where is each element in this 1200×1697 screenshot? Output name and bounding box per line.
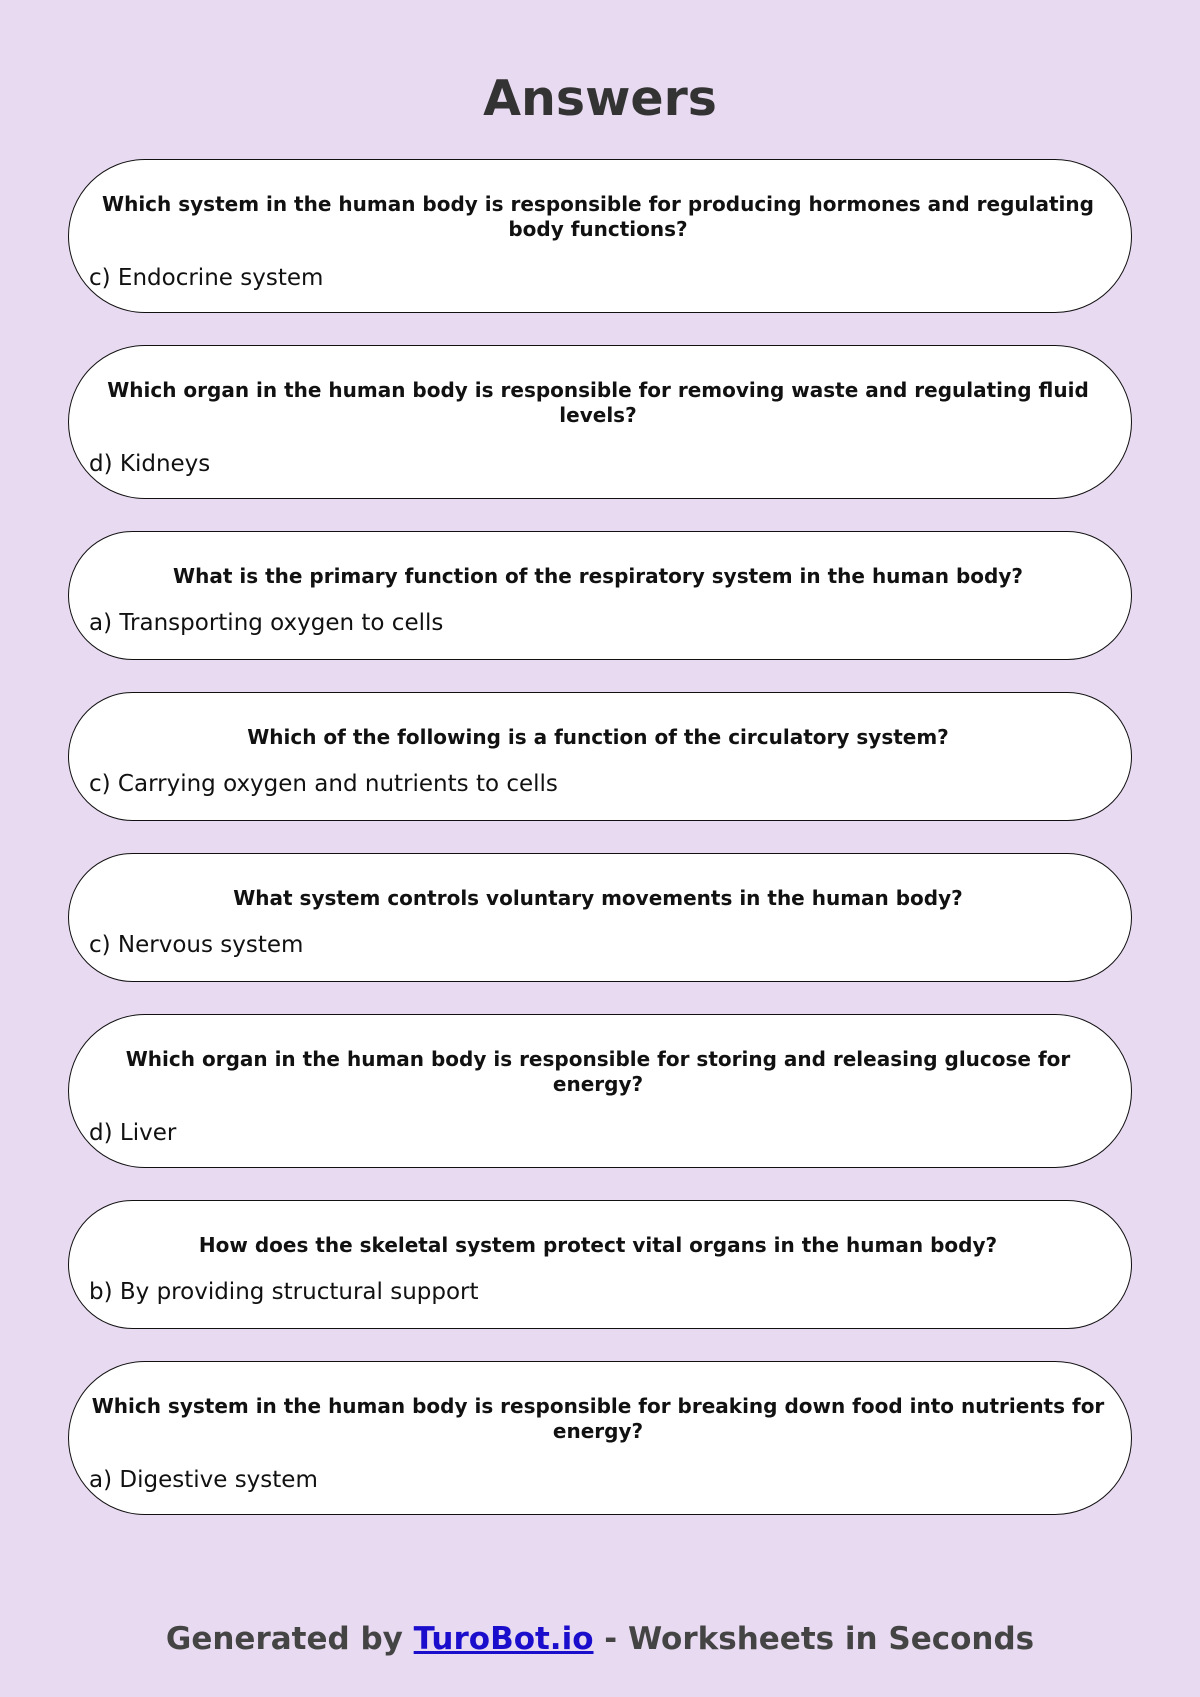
answer-card — [68, 853, 1132, 982]
turobot-link[interactable]: TuroBot.io — [413, 1621, 594, 1657]
footer — [0, 1617, 1200, 1661]
answer-card — [68, 1200, 1132, 1329]
page-title: Answers — [483, 70, 717, 127]
question-text: What system controls voluntary movements in the human body? — [233, 886, 963, 910]
question-text: Which system in the human body is responsible for breaking down food into nutrients for energy? — [91, 1394, 1105, 1443]
answer-list — [68, 159, 1132, 1547]
answer-text: c) Nervous system — [89, 932, 304, 958]
question-text: Which organ in the human body is responsible for storing and releasing glucose for energy? — [125, 1047, 1071, 1096]
answer-text: b) By providing structural support — [89, 1279, 479, 1305]
answer-text: c) Endocrine system — [89, 265, 324, 291]
question-text: Which system in the human body is responsible for producing hormones and regulating body functions? — [102, 192, 1094, 241]
answer-card — [68, 159, 1132, 313]
footer-suffix: - Worksheets in Seconds — [593, 1621, 1035, 1657]
answer-text: a) Digestive system — [89, 1467, 318, 1493]
answer-card — [68, 1361, 1132, 1515]
answer-card — [68, 345, 1132, 499]
question-text: How does the skeletal system protect vital organs in the human body? — [198, 1233, 998, 1257]
answer-text: d) Kidneys — [89, 451, 211, 477]
question-text: Which of the following is a function of the circulatory system? — [247, 725, 949, 749]
answer-text: a) Transporting oxygen to cells — [89, 610, 444, 636]
answer-card — [68, 1014, 1132, 1168]
question-text: Which organ in the human body is responsible for removing waste and regulating fluid levels? — [107, 378, 1089, 427]
footer-prefix: Generated by — [165, 1621, 414, 1657]
answer-text: c) Carrying oxygen and nutrients to cells — [89, 771, 558, 797]
answer-text: d) Liver — [89, 1120, 177, 1146]
answer-card — [68, 692, 1132, 821]
answer-card — [68, 531, 1132, 660]
question-text: What is the primary function of the respiratory system in the human body? — [173, 564, 1023, 588]
